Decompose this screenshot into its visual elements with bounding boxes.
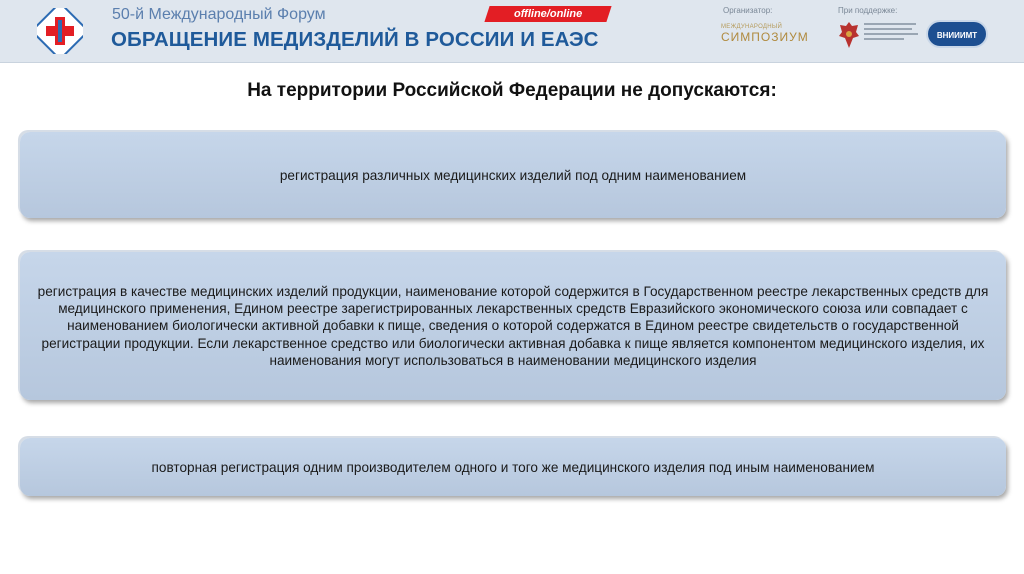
restriction-item-1: регистрация различных медицинских изделий под одним наименованием: [20, 132, 1006, 218]
offline-online-badge: [484, 6, 611, 22]
organizer-logo-main: СИМПОЗИУМ: [721, 30, 809, 44]
support-label: При поддержке:: [838, 6, 898, 15]
badge-label: offline/online: [513, 8, 583, 20]
organizer-logo-sub: МЕЖДУНАРОДНЫЙ: [721, 24, 783, 30]
support-logo: ВНИИИМТ: [926, 20, 988, 48]
support-org-text-lines: [864, 20, 920, 43]
header-banner: [0, 0, 1024, 63]
restriction-item-2: регистрация в качестве медицинских изделий продукции, наименование которой содержится в Государственном реестре лекарственных средств для медицинского применения, Едином реестре зарегистрированных лекарственных средств Евразийского экономического союза или совпадает с наименованием биологически активной добавки к пище, сведения о которой содержатся в Едином реестре свидетельств о государственной регистрации продукции. Если лекарственное средство или биологически активная добавка к пище является компонентом медицинского изделия, их наименования могут использоваться в наименовании медицинского изделия: [20, 252, 1006, 400]
organizer-logo: [721, 24, 817, 50]
medical-cross-logo-icon: [37, 8, 83, 54]
page-title: На территории Российской Федерации не допускаются:: [247, 80, 777, 101]
restriction-item-3: повторная регистрация одним производителем одного и того же медицинского изделия под иным наименованием: [20, 438, 1006, 496]
eagle-emblem-icon: [838, 20, 860, 50]
forum-number: 50-й Международный Форум: [112, 6, 326, 23]
organizer-label: Организатор:: [723, 6, 773, 15]
forum-title: ОБРАЩЕНИЕ МЕДИЗДЕЛИЙ В РОССИИ И ЕАЭС: [111, 28, 599, 51]
